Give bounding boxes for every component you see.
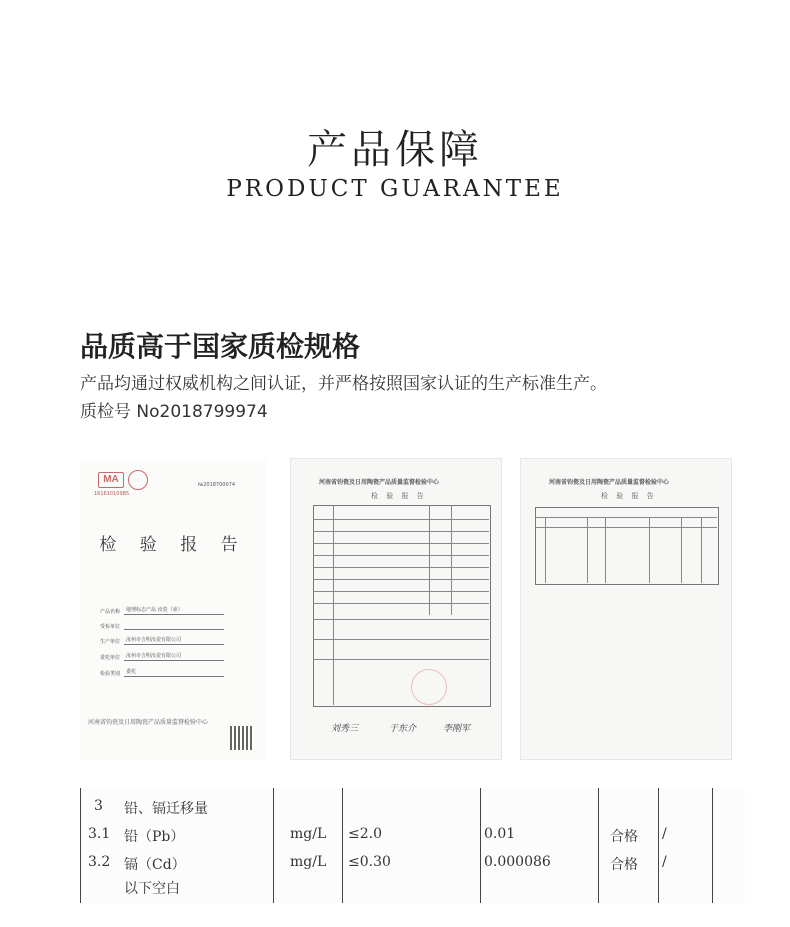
qr-code-icon bbox=[230, 726, 254, 750]
table-cell-verdict: 合格 bbox=[610, 857, 638, 873]
table-cell-standard: ≤0.30 bbox=[348, 854, 391, 870]
field-label: 检验类别 bbox=[100, 671, 121, 677]
signature: 于东介 bbox=[389, 724, 417, 734]
signature: 李刚军 bbox=[443, 724, 471, 734]
field-label: 生产单位 bbox=[100, 639, 121, 645]
field-underline bbox=[124, 644, 224, 645]
field-label: 受检单位 bbox=[100, 624, 121, 630]
report-title: 检 验 报 告 bbox=[371, 492, 427, 500]
table-cell-unit: mg/L bbox=[290, 826, 327, 842]
report-form-grid bbox=[313, 505, 491, 707]
table-cell-verdict: 合格 bbox=[610, 829, 638, 845]
section-description bbox=[80, 370, 760, 426]
table-cell-no: 3.2 bbox=[88, 854, 111, 870]
table-cell-result: 0.000086 bbox=[484, 854, 551, 870]
report-title: 检 验 报 告 bbox=[601, 492, 657, 500]
cal-seal-icon bbox=[128, 470, 148, 490]
table-cell-result: 0.01 bbox=[484, 826, 516, 842]
issuer-footer: 河南省钧瓷及日用陶瓷产品质量监督检验中心 bbox=[88, 719, 209, 726]
table-cell-note: / bbox=[662, 854, 667, 870]
table-cell-no: 3.1 bbox=[88, 826, 111, 842]
field-label: 委托单位 bbox=[100, 655, 121, 661]
table-cell-item: 镉（Cd） bbox=[124, 857, 186, 873]
field-value: 地理标志产品 汝瓷（壶） bbox=[126, 607, 183, 613]
field-value: 委托 bbox=[126, 669, 137, 675]
result-table bbox=[80, 788, 745, 903]
cma-code: 161610109B5 bbox=[94, 491, 130, 497]
report-result-grid bbox=[535, 507, 719, 585]
field-underline bbox=[124, 676, 224, 677]
stamp-seal-icon bbox=[411, 669, 447, 705]
report-header: 河南省钧瓷及日用陶瓷产品质量监督检验中心 bbox=[319, 479, 440, 486]
field-underline bbox=[124, 629, 224, 630]
signature: 刘秀三 bbox=[331, 724, 359, 734]
field-value: 汝州市吉明汝瓷有限公司 bbox=[126, 653, 182, 659]
report-title: 检 验 报 告 bbox=[99, 535, 247, 555]
page-subtitle: PRODUCT GUARANTEE bbox=[226, 176, 564, 202]
field-value: 汝州市吉明汝瓷有限公司 bbox=[126, 637, 182, 643]
table-cell-no: 3 bbox=[94, 798, 103, 814]
field-label: 产品名称 bbox=[100, 609, 121, 615]
report-number: №2018700074 bbox=[198, 482, 236, 488]
description-line: 产品均通过权威机构之间认证，并严格按照国家认证的生产标准生产。 bbox=[80, 374, 607, 394]
inspection-number: 质检号 No2018799974 bbox=[80, 402, 268, 422]
table-cell-item: 铅（Pb） bbox=[124, 829, 185, 845]
field-underline bbox=[124, 614, 224, 615]
table-cell-item: 铅、镉迁移量 bbox=[124, 801, 208, 817]
report-page-image bbox=[290, 458, 502, 760]
report-header: 河南省钧瓷及日用陶瓷产品质量监督检验中心 bbox=[549, 479, 670, 486]
report-page-image bbox=[520, 458, 732, 760]
section-title: 品质高于国家质检规格 bbox=[80, 330, 361, 363]
cma-logo: MA bbox=[98, 472, 124, 488]
table-cell-standard: ≤2.0 bbox=[348, 826, 382, 842]
table-cell-unit: mg/L bbox=[290, 854, 327, 870]
page-title: 产品保障 bbox=[307, 127, 483, 173]
field-underline bbox=[124, 660, 224, 661]
report-cover-image bbox=[80, 460, 266, 760]
table-cell-note: / bbox=[662, 826, 667, 842]
table-cell-item: 以下空白 bbox=[124, 881, 180, 897]
